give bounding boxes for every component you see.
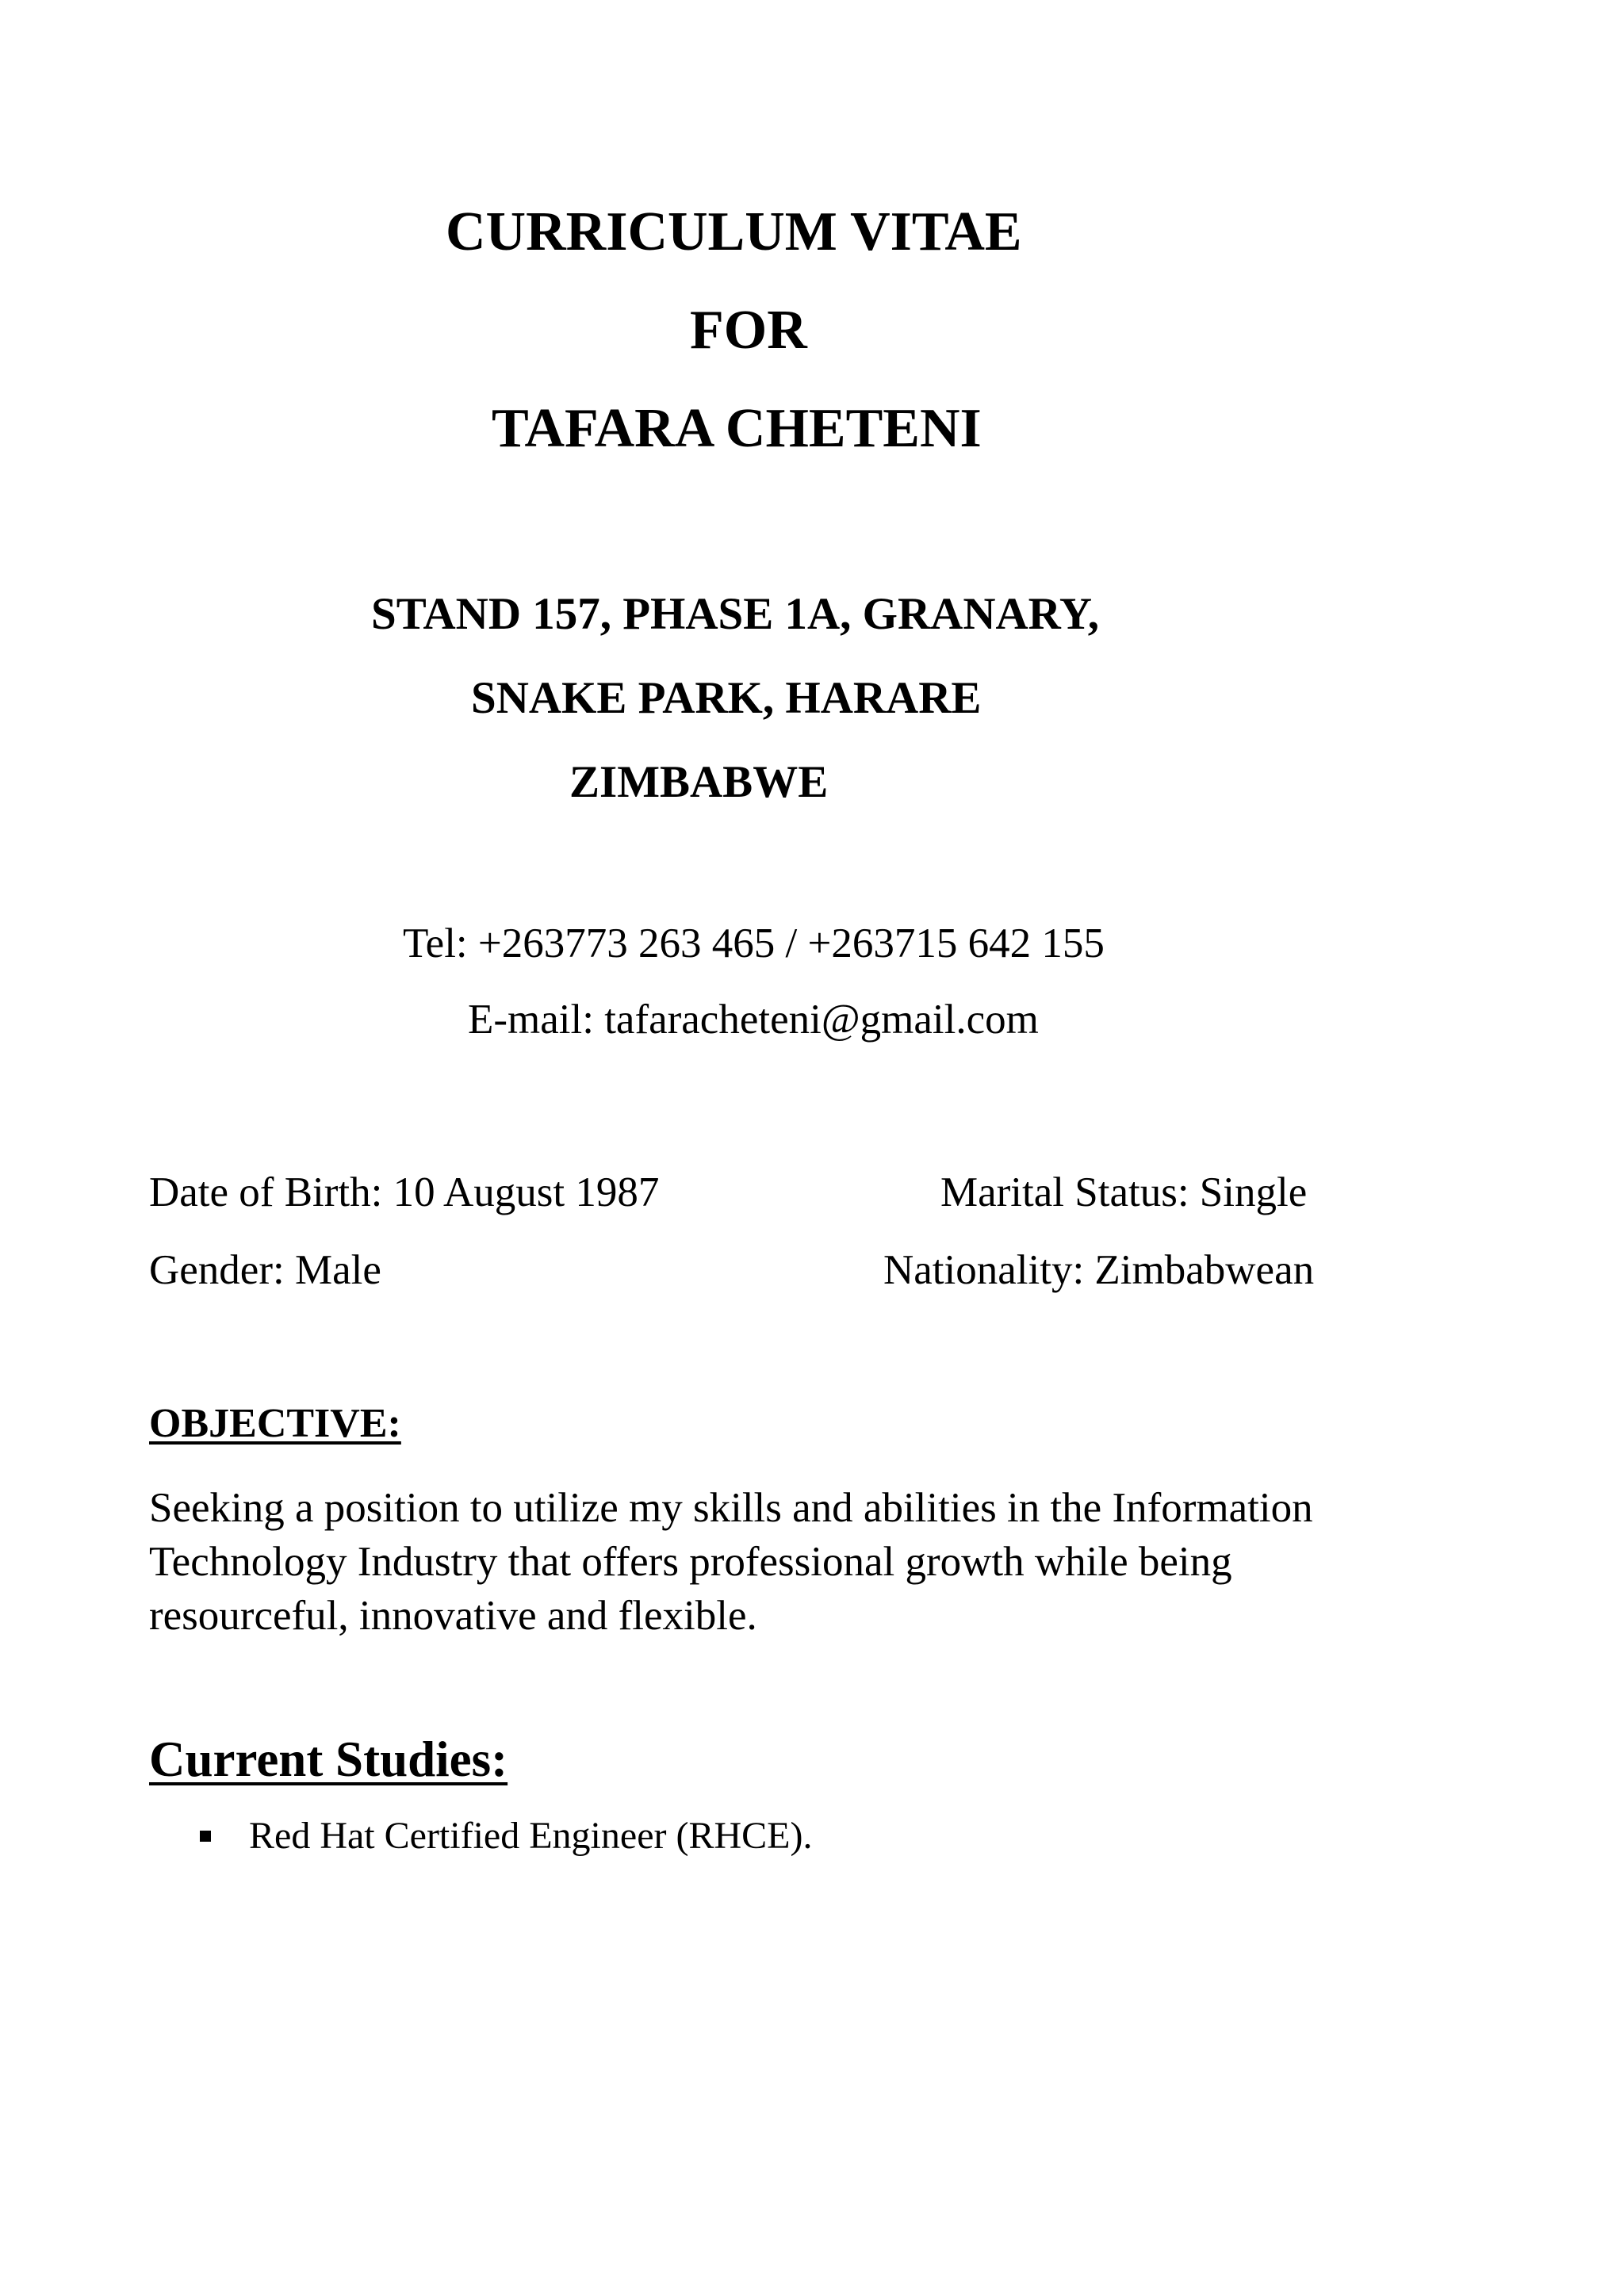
- current-studies-heading: Current Studies:: [149, 1732, 508, 1787]
- date-of-birth: Date of Birth: 10 August 1987: [149, 1169, 660, 1215]
- objective-line: Technology Industry that offers professional growth while being: [149, 1539, 1232, 1585]
- objective-heading: OBJECTIVE:: [149, 1401, 401, 1446]
- address-line1: STAND 157, PHASE 1A, GRANARY,: [371, 589, 1100, 639]
- bullet-icon: [200, 1831, 211, 1842]
- objective-text: [149, 1481, 1386, 1643]
- objective-line: Seeking a position to utilize my skills and abilities in the Information: [149, 1485, 1313, 1531]
- list-item: [200, 1817, 812, 1855]
- address-line2: SNAKE PARK, HARARE: [471, 673, 982, 723]
- marital-status: Marital Status: Single: [940, 1169, 1308, 1215]
- cv-title-line2: FOR: [690, 300, 807, 361]
- list-item-text: Red Hat Certified Engineer (RHCE).: [249, 1815, 813, 1857]
- cv-name: TAFARA CHETENI: [492, 398, 982, 459]
- nationality: Nationality: Zimbabwean: [883, 1247, 1315, 1293]
- gender: Gender: Male: [149, 1247, 381, 1293]
- address-line3: ZIMBABWE: [569, 757, 829, 807]
- telephone: Tel: +263773 263 465 / +263715 642 155: [403, 920, 1105, 966]
- objective-line: resourceful, innovative and flexible.: [149, 1593, 757, 1639]
- cv-title-line1: CURRICULUM VITAE: [446, 201, 1022, 262]
- email: E-mail: tafaracheteni@gmail.com: [468, 997, 1039, 1043]
